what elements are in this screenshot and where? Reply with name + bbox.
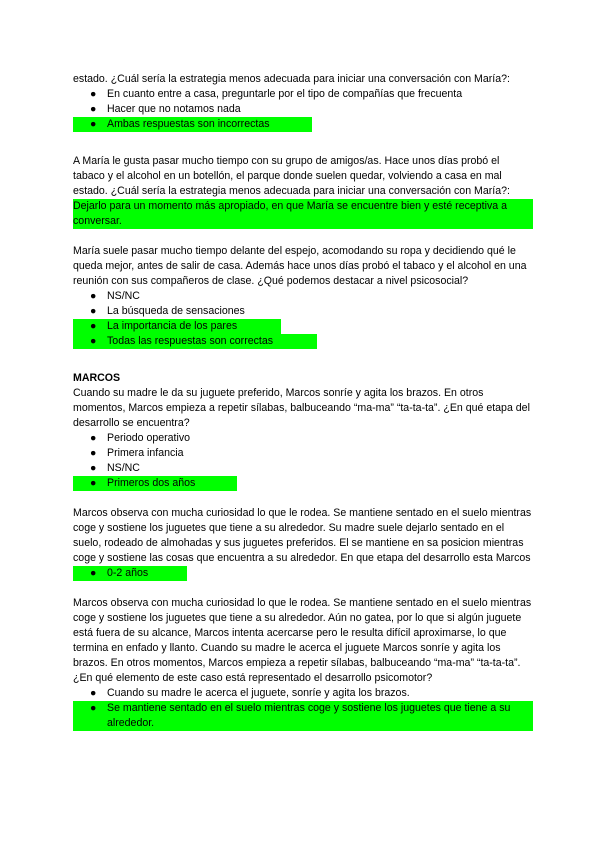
bullet-icon: ● xyxy=(90,290,97,302)
q6-options xyxy=(73,686,533,731)
q5-option-1: ● 0-2 años xyxy=(73,566,187,581)
q4-options xyxy=(73,431,533,491)
q2-stem: A María le gusta pasar mucho tiempo con su grupo de amigos/as. Hace unos días probó el tabaco y el alcohol en un botellón, el parque donde suelen quedar, volviendo a casa en mal estado. ¿Cuál sería la estrategia menos adecuada para iniciar una conversación con María?: xyxy=(73,155,510,197)
q1-option-1: ● En cuanto entre a casa, preguntarle por el tipo de compañías que frecuenta xyxy=(90,88,463,100)
bullet-icon: ● xyxy=(90,103,97,115)
bullet-icon: ● xyxy=(90,687,97,699)
q6-option-1: ● Cuando su madre le acerca el juguete, sonríe y agita los brazos. xyxy=(90,687,410,699)
q4-option-3: ● NS/NC xyxy=(90,462,140,474)
q4-option-1: ● Periodo operativo xyxy=(90,432,191,444)
q3-option-2: ● La búsqueda de sensaciones xyxy=(90,305,245,317)
bullet-icon: ● xyxy=(90,305,97,317)
bullet-icon: ● xyxy=(90,335,97,347)
bullet-icon: ● xyxy=(90,447,97,459)
q3-option-4: ● Todas las respuestas son correctas xyxy=(73,334,317,349)
bullet-icon: ● xyxy=(90,432,97,444)
document-page xyxy=(73,72,533,731)
q5-options xyxy=(73,566,533,581)
q1-option-3: ● Ambas respuestas son incorrectas xyxy=(73,117,312,132)
q4-option-2: ● Primera infancia xyxy=(90,447,184,459)
q4-option-4: ● Primeros dos años xyxy=(73,476,237,491)
q2-answer: Dejarlo para un momento más apropiado, en que María se encuentre bien y esté receptiva a conversar. xyxy=(73,199,533,229)
q4-stem: Cuando su madre le da su juguete preferido, Marcos sonríe y agita los brazos. En otros momentos, Marcos empieza a repetir sílabas, balbuceando “ma-ma” “ta-ta-ta”. ¿En qué etapa del desarrollo se encuentra? xyxy=(73,387,530,429)
bullet-icon: ● xyxy=(90,477,97,489)
q1-options xyxy=(73,87,533,132)
section-title: MARCOS xyxy=(73,372,121,384)
q1-option-2: ● Hacer que no notamos nada xyxy=(90,103,241,115)
bullet-icon: ● xyxy=(90,118,97,130)
q3-option-1: ● NS/NC xyxy=(90,290,140,302)
bullet-icon: ● xyxy=(90,320,97,332)
bullet-icon: ● xyxy=(90,567,97,579)
q3-options xyxy=(73,289,533,349)
q3-stem: María suele pasar mucho tiempo delante del espejo, acomodando su ropa y decidiendo qué le queda mejor, antes de salir de casa. Además hace unos días probó el tabaco y el alcohol en una reunión con sus compañeros de clase. ¿Qué podemos destacar a nivel psicosocial? xyxy=(73,245,527,287)
q3-option-3: ● La importancia de los pares xyxy=(73,319,281,334)
q5-stem: Marcos observa con mucha curiosidad lo que le rodea. Se mantiene sentado en el suelo mientras coge y sostiene los juguetes que tiene a su alrededor. Su madre suele dejarlo sentado en el suelo, rodeado de almohadas y sus juguetes preferidos. El se mantiene en sa posicion mientras coge y sostiene las cosas que encuentra a su alrededor. En que etapa del desarrollo esta Marcos xyxy=(73,507,532,564)
bullet-icon: ● xyxy=(90,702,97,714)
q6-stem: Marcos observa con mucha curiosidad lo que le rodea. Se mantiene sentado en el suelo mientras coge y sostiene los juguetes que tiene a su alrededor. Aún no gatea, por lo que si algún juguete está fuera de su alcance, Marcos intenta acercarse pero le resulta difícil aproximarse, lo que termina en enfado y llanto. Cuando su madre le acerca el juguete Marcos sonríe y agita los brazos. En otros momentos, Marcos empieza a repetir sílabas, balbuceando “ma-ma” “ta-ta-ta”. ¿En qué elemento de este caso está representado el desarrollo psicomotor? xyxy=(73,597,532,684)
bullet-icon: ● xyxy=(90,88,97,100)
bullet-icon: ● xyxy=(90,462,97,474)
q6-option-2: ● Se mantiene sentado en el suelo mientras coge y sostiene los juguetes que tiene a su alrededor. xyxy=(73,701,533,731)
q1-stem: estado. ¿Cuál sería la estrategia menos adecuada para iniciar una conversación con María?: xyxy=(73,73,510,85)
